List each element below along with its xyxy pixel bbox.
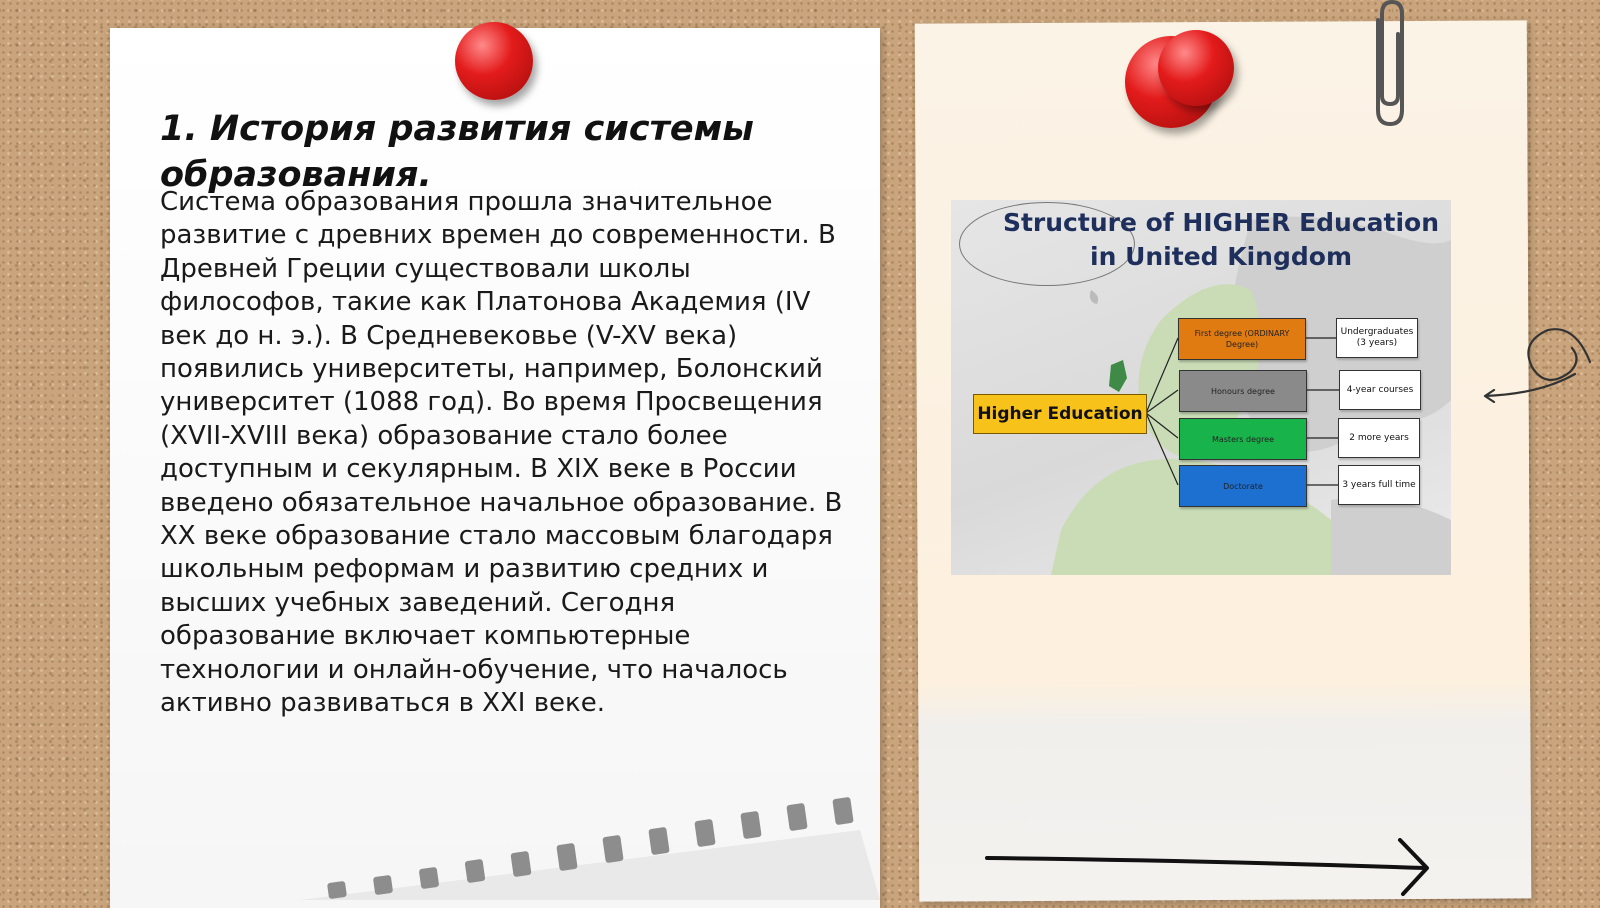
scribble-arrow-icon bbox=[1480, 312, 1595, 412]
degree-box-honours: Honours degree bbox=[1179, 370, 1307, 412]
long-arrow-icon bbox=[985, 838, 1445, 898]
pushpin-icon bbox=[455, 22, 533, 100]
slide-title: 1. История развития системы образования. bbox=[160, 109, 754, 195]
torn-perforation-decoration bbox=[300, 790, 880, 900]
paperclip-icon bbox=[1368, 0, 1412, 128]
duration-box-honours: 4-year courses bbox=[1339, 370, 1421, 410]
higher-education-diagram bbox=[951, 200, 1451, 575]
degree-box-doctorate: Doctorate bbox=[1179, 465, 1307, 507]
slide-body-text: Система образования прошла значительное развитие с древних времен до современности. В Древней Греции существовали школы философов, такие как Платонова Академия (IV век до н. э.). В Средневековье (V-XV века) появились университеты, например, Болонский университет (1088 год). Во время Просвещения (XVII-XVIII века) образование стало более доступным и секулярным. В XIX веке в России введено обязательное начальное образование. В XX веке образование стало массовым благодаря школьным реформам и развитию средних и высших учебных заведений. Сегодня образование включает компьютерные технологии и онлайн-обучение, что началось активно развиваться в XXI веке. bbox=[160, 187, 843, 719]
duration-box-doctorate: 3 years full time bbox=[1338, 465, 1420, 505]
duration-box-first: Undergraduates (3 years) bbox=[1336, 318, 1418, 358]
diagram-title: Structure of HIGHER Education in United Kingdom bbox=[1002, 208, 1440, 271]
degree-box-masters: Masters degree bbox=[1179, 418, 1307, 460]
degree-box-first: First degree (ORDINARY Degree) bbox=[1178, 318, 1306, 360]
duration-box-masters: 2 more years bbox=[1338, 418, 1420, 458]
pushpin-icon bbox=[1158, 30, 1234, 106]
higher-education-box: Higher Education bbox=[973, 394, 1147, 434]
